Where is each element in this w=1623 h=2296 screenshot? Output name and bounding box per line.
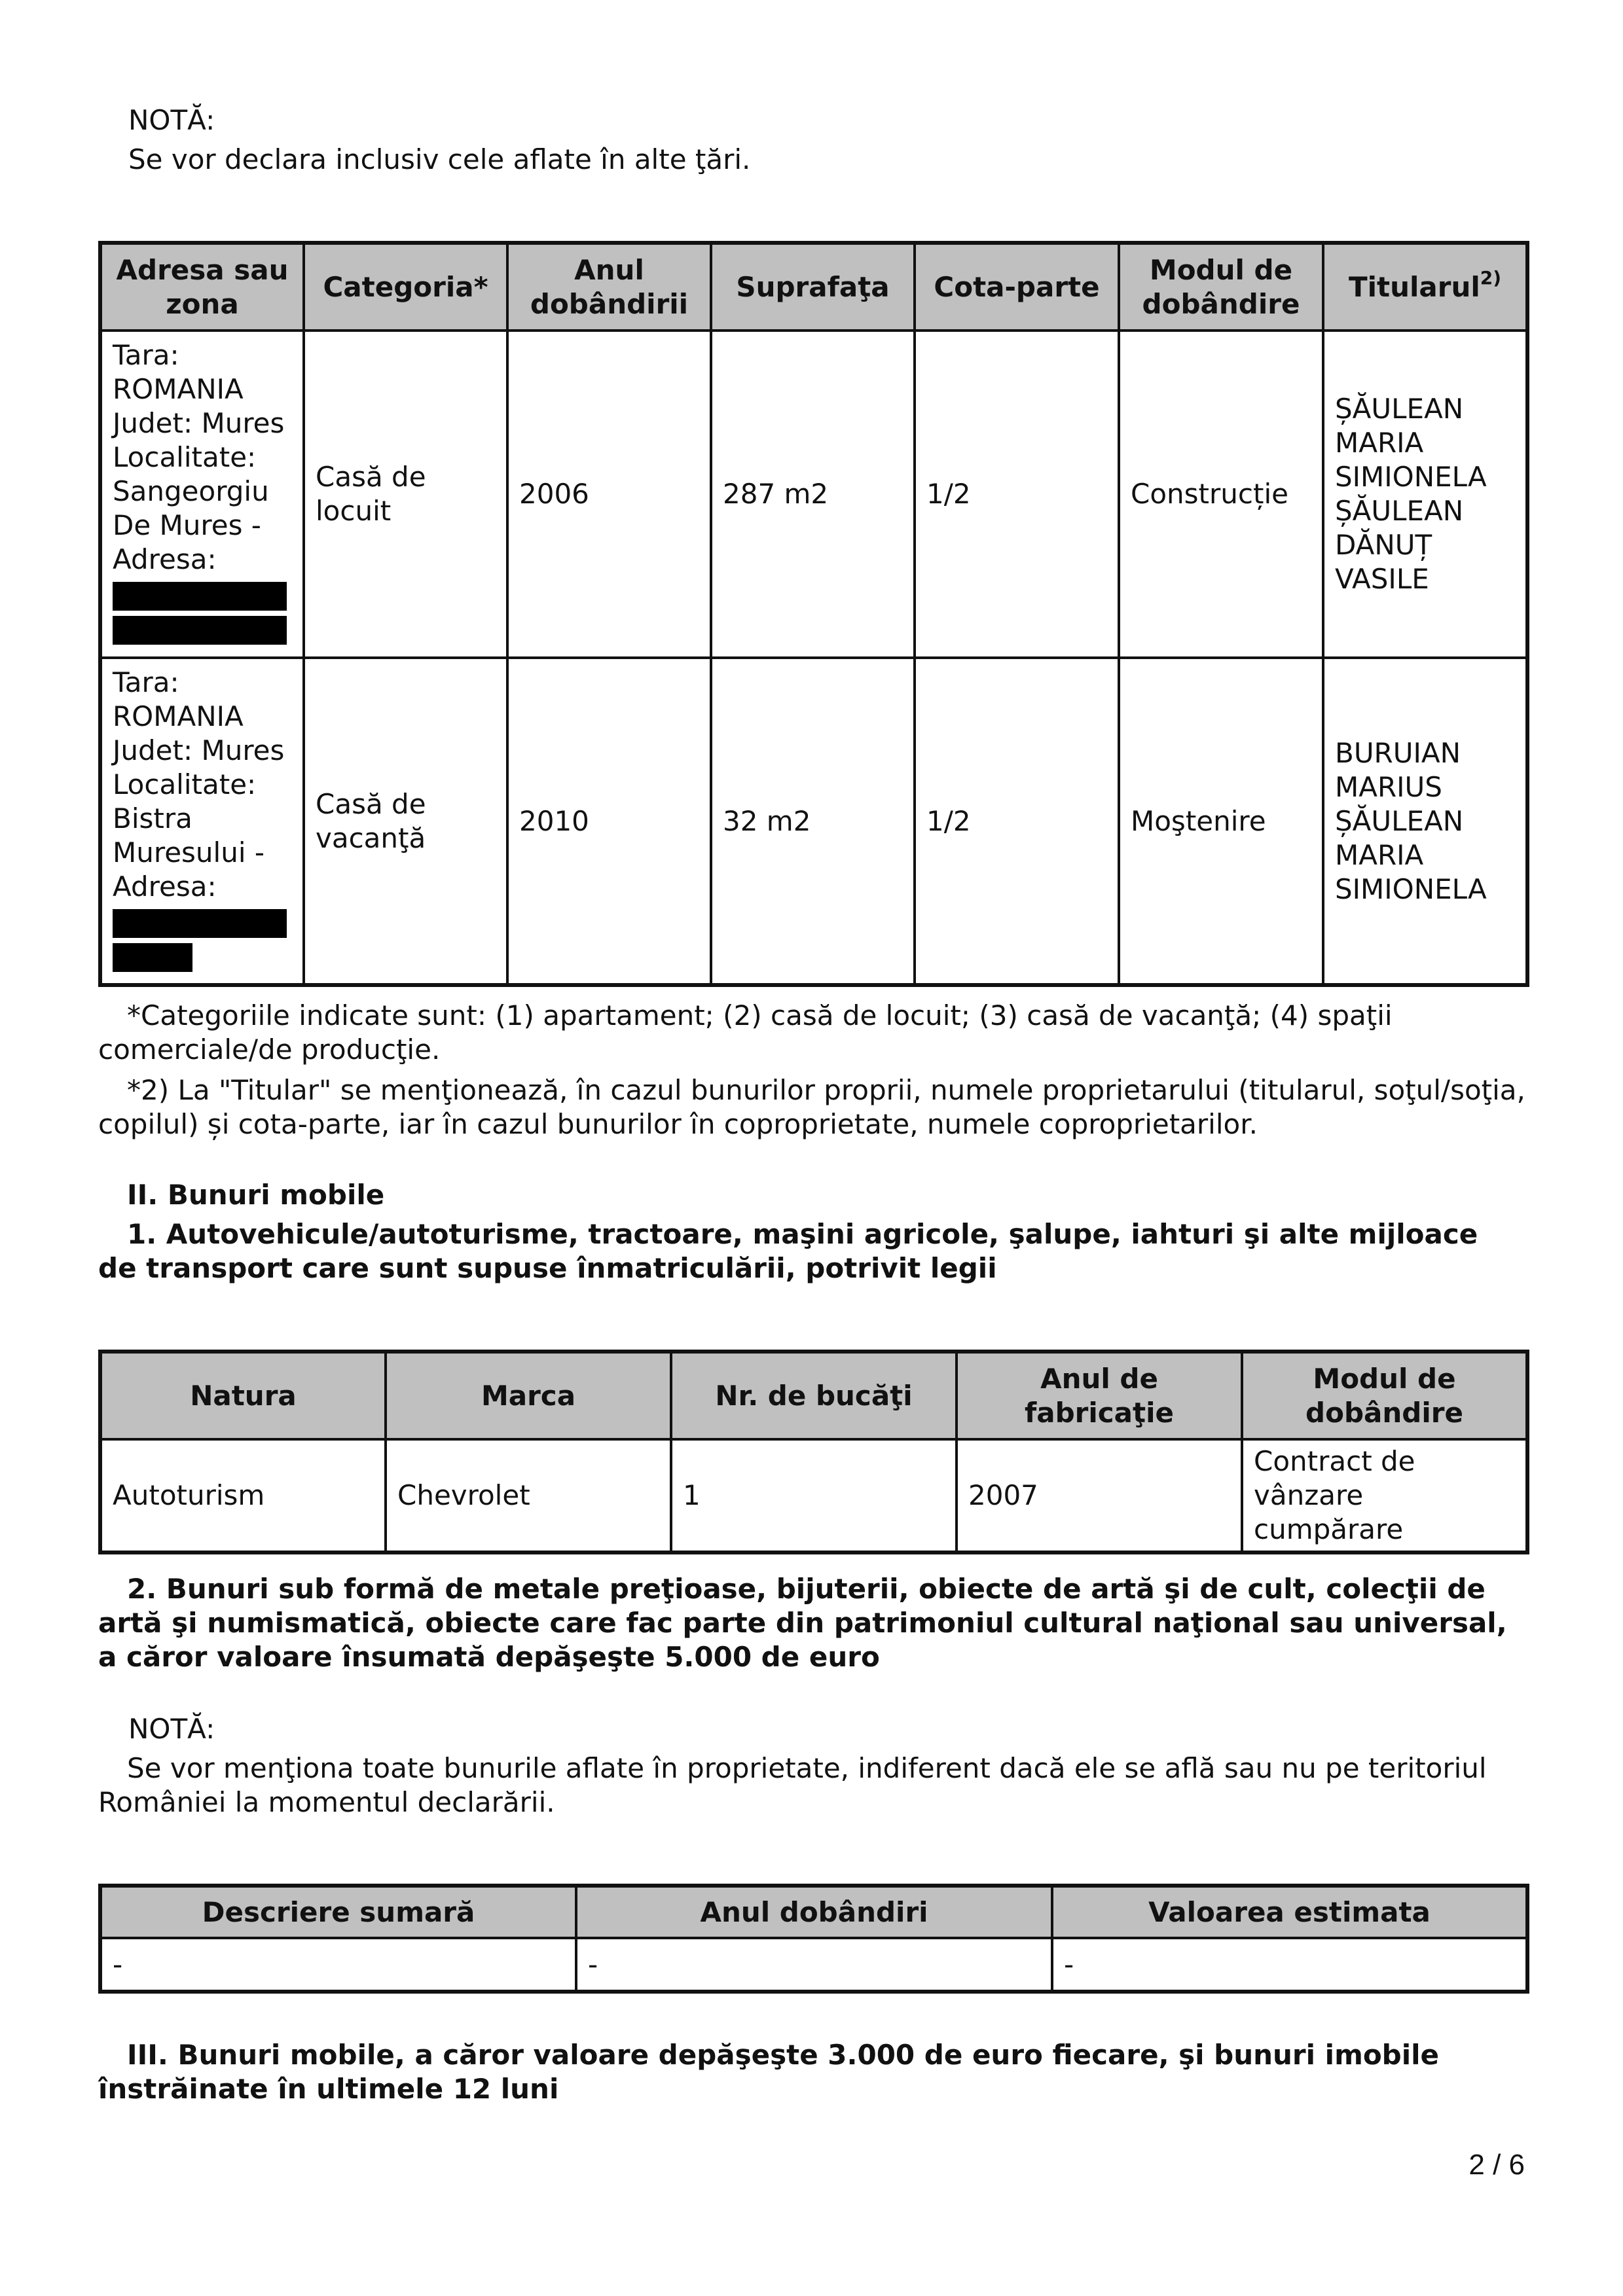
property-table [98,241,1529,987]
holder-line: MARIA [1335,427,1424,459]
footnote-titular: *2) La "Titular" se menţionează, în cazul bunurilor proprii, numele proprietarului (titularul, soţul/soţia, copilul) și cota-parte, iar în cazul bunurilor în coproprietate, numele coproprietarilor. [98,1074,1525,1140]
header-address: Adresa sau zona [100,243,304,331]
table-row [100,1938,1527,1992]
holder-line: ȘĂULEAN [1335,804,1464,837]
address-line: De Mures - [113,509,261,541]
share-cell: 1/2 [915,658,1119,985]
address-line: Localitate: [113,441,257,473]
header-category: Categoria* [304,243,507,331]
address-line: Tara: [113,666,179,698]
vehicle-header-row [100,1352,1527,1439]
header-holder-label: Titularul [1348,270,1480,303]
nature-cell: Autoturism [100,1439,386,1552]
mode-cell: Contract de vânzare cumpărare [1242,1439,1527,1552]
description-cell: - [100,1938,576,1992]
table-row [100,1439,1527,1552]
address-line: Adresa: [113,870,217,903]
header-holder-sup: 2) [1480,266,1502,289]
address-line: Adresa: [113,543,217,575]
redaction-bar [113,582,287,611]
vehicle-table [98,1350,1529,1554]
table-row [100,331,1527,658]
holder-cell [1323,331,1527,658]
holder-cell [1323,658,1527,985]
header-mode: Modul de dobândire [1119,243,1323,331]
mode-cell: Moştenire [1119,658,1323,985]
header-holder [1323,243,1527,331]
header-description: Descriere sumară [100,1886,576,1938]
header-year: Anul dobândirii [507,243,711,331]
holder-line: VASILE [1335,563,1429,595]
section-ii-title: II. Bunuri mobile [127,1179,385,1211]
holder-line: MARIUS [1335,770,1442,803]
valuables-header-row [100,1886,1527,1938]
holder-line: ȘĂULEAN [1335,495,1464,527]
year-cell: 2010 [507,658,711,985]
address-line: Muresului - [113,836,265,869]
address-cell [100,331,304,658]
holder-line: DĂNUȚ [1335,529,1432,561]
redaction-bar [113,943,192,972]
address-line: Tara: [113,339,179,371]
header-count: Nr. de bucăţi [671,1352,957,1439]
table-row [100,658,1527,985]
category-cell: Casă de locuit [304,331,507,658]
note-text: Se vor declara inclusiv cele aflate în alte ţări. [128,143,751,175]
footnote-categories: *Categoriile indicate sunt: (1) apartament; (2) casă de locuit; (3) casă de vacanţă; (4) spaţii comerciale/de producţie. [98,999,1393,1066]
holder-line: MARIA [1335,838,1424,871]
header-nature: Natura [100,1352,386,1439]
address-line: Localitate: [113,768,257,800]
year-cell: 2006 [507,331,711,658]
holder-line: ȘĂULEAN [1335,393,1464,425]
address-line: ROMANIA [113,373,244,405]
header-brand: Marca [386,1352,671,1439]
holder-line: SIMIONELA [1335,872,1487,905]
year-cell: - [576,1938,1052,1992]
fab-year-cell: 2007 [957,1439,1242,1552]
note-label: NOTĂ: [128,104,215,136]
section-ii-2-title: 2. Bunuri sub formă de metale preţioase, bijuterii, obiecte de artă şi de cult, colecţii de artă şi numismatică, obiecte care fac parte din patrimoniul cultural naţional sau universal, a căror valoare însumată depăşeşte 5.000 de euro [98,1573,1507,1673]
address-line: ROMANIA [113,700,244,732]
area-cell: 32 m2 [711,658,915,985]
note-label: NOTĂ: [128,1713,215,1745]
mode-cell: Construcție [1119,331,1323,658]
header-mode: Modul de dobândire [1242,1352,1527,1439]
address-line: Sangeorgiu [113,475,269,507]
area-cell: 287 m2 [711,331,915,658]
value-cell: - [1052,1938,1527,1992]
note-text: Se vor menţiona toate bunurile aflate în proprietate, indiferent dacă ele se află sau nu pe teritoriul României la momentul declarării. [98,1752,1487,1818]
header-area: Suprafaţa [711,243,915,331]
header-year: Anul dobândiri [576,1886,1052,1938]
share-cell: 1/2 [915,331,1119,658]
brand-cell: Chevrolet [386,1439,671,1552]
header-share: Cota-parte [915,243,1119,331]
redaction-bar [113,616,287,645]
address-line: Judet: Mures [113,734,285,766]
address-cell [100,658,304,985]
count-cell: 1 [671,1439,957,1552]
category-cell: Casă de vacanţă [304,658,507,985]
valuables-table [98,1884,1529,1994]
address-line: Bistra [113,802,192,834]
section-ii-1-title: 1. Autovehicule/autoturisme, tractoare, maşini agricole, şalupe, iahturi şi alte mijloace de transport care sunt supuse înmatriculării, potrivit legii [98,1218,1478,1284]
address-line: Judet: Mures [113,407,285,439]
holder-line: BURUIAN [1335,736,1461,769]
holder-line: SIMIONELA [1335,461,1487,493]
page-number: 2 / 6 [1468,2149,1525,2181]
header-fab-year: Anul de fabricaţie [957,1352,1242,1439]
property-header-row [100,243,1527,331]
redaction-bar [113,909,287,938]
section-iii-title: III. Bunuri mobile, a căror valoare depăşeşte 3.000 de euro fiecare, şi bunuri imobile înstrăinate în ultimele 12 luni [98,2039,1440,2105]
header-value: Valoarea estimata [1052,1886,1527,1938]
